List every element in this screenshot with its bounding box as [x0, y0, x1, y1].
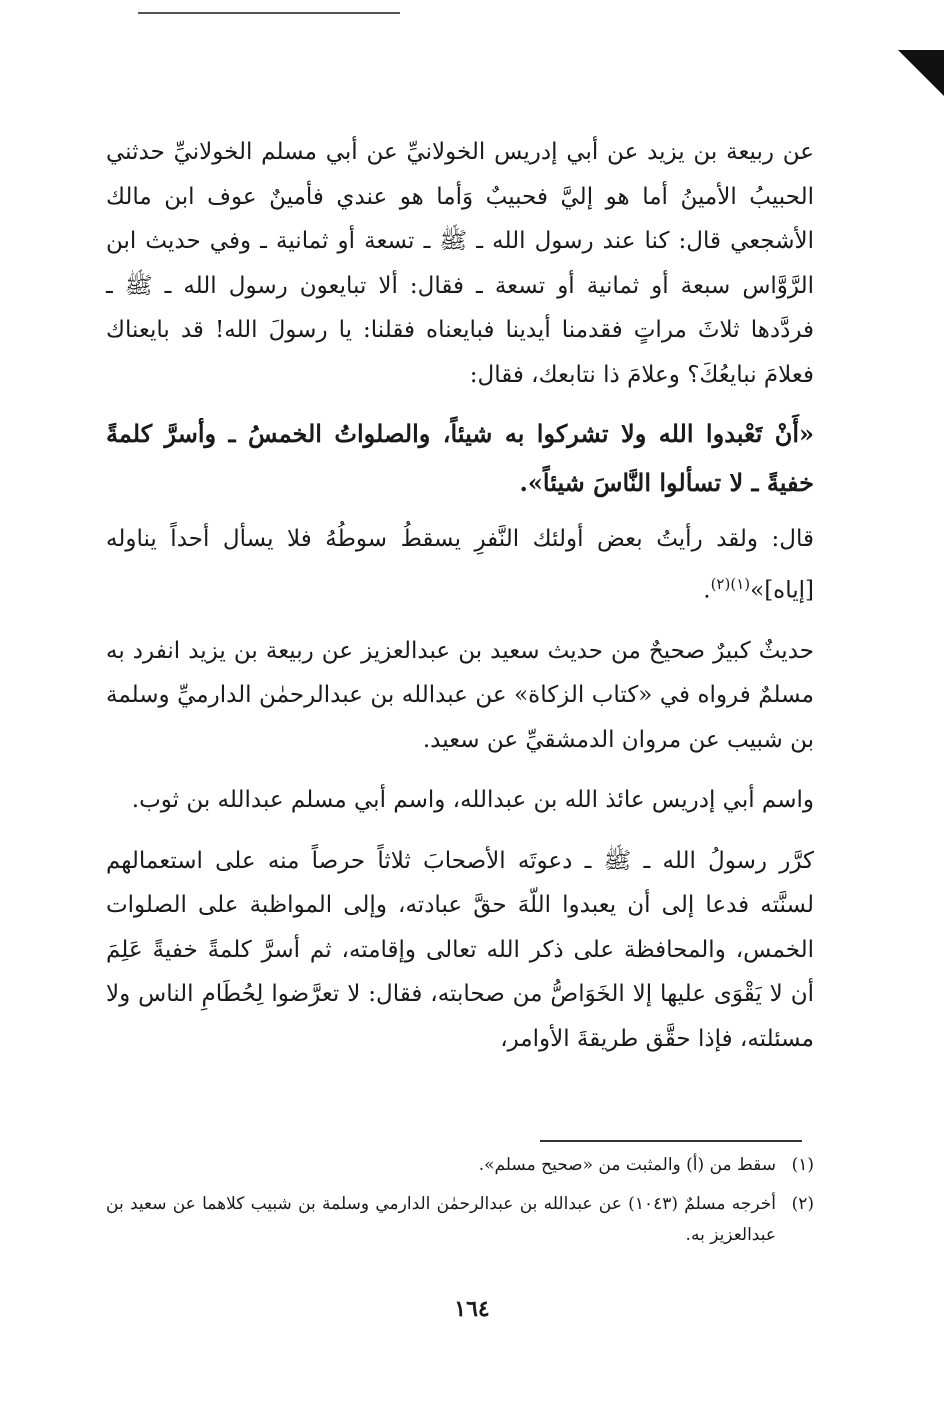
paragraph-1: عن ربيعة بن يزيد عن أبي إدريس الخولانيِّ عن أبي مسلم الخولانيِّ حدثني الحبيبُ الأمينُ أما هو إليَّ فحبيبٌ وَأما هو عندي فأمينٌ عوف ابن مالك الأشجعي قال: كنا عند رسول الله ـ ﷺ ـ تسعة أو ثمانية ـ وفي حديث ابن الرَّوَّاس سبعة أو ثمانية أو تسعة ـ فقال: ألا تبايعون رسول الله ـ ﷺ ـ فردَّدها ثلاثَ مراتٍ فقدمنا أيدينا فبايعناه فقلنا: يا رسولَ الله! قد بايعناك فعلامَ نبايعُكَ؟ وعلامَ ذا نتابعك، فقال:: [106, 139, 814, 388]
footnote-number: (٢): [791, 1194, 814, 1214]
paragraph-2: [106, 517, 814, 613]
footnote-rule: [540, 1140, 802, 1142]
corner-triangle-mark: [848, 50, 944, 96]
hadith-text: «أَنْ تَعْبدوا الله ولا تشركوا به شيئاً، والصلواتُ الخمسُ ـ وأسرَّ كلمةً خفيةً ـ لا تسألوا النَّاسَ شيئاً».: [106, 419, 814, 497]
footnote-1: [106, 1150, 814, 1181]
footnote-refs: (١)(٢): [710, 574, 751, 593]
paragraph-4: واسم أبي إدريس عائذ الله بن عبدالله، واسم أبي مسلم عبدالله بن ثوب.: [131, 787, 814, 814]
footnote-text: سقط من (أ) والمثبت من «صحيح مسلم».: [478, 1155, 776, 1175]
page-number: ١٦٤: [454, 1296, 490, 1322]
footnote-2: [106, 1189, 814, 1251]
paragraph-3: حديثٌ كبيرٌ صحيحٌ من حديث سعيد بن عبدالعزيز عن ربيعة بن يزيد انفرد به مسلمٌ فرواه في «كتاب الزكاة» عن عبدالله بن عبدالرحمٰن الدارميِّ وسلمة بن شبيب عن مروان الدمشقيِّ عن سعيد.: [106, 637, 814, 753]
paragraph-2-text: قال: ولقد رأيتُ بعض أولئك النَّفرِ يسقطُ سوطُهُ فلا يسأل أحداً يناوله [إياه]»: [106, 526, 814, 604]
footnote-text: أخرجه مسلمٌ (١٠٤٣) عن عبدالله بن عبدالرحمٰن الدارمي وسلمة بن شبيب كلاهما عن سعيد بن عبدالعزيز به.: [106, 1194, 776, 1245]
paragraph-2-end: .: [703, 577, 711, 604]
paragraph-5: كرَّر رسولُ الله ـ ﷺ ـ دعوتَه الأصحابَ ثلاثاً حرصاً منه على استعمالهم لسنَّته فدعا إلى أن يعبدوا اللّهَ حقَّ عبادته، وإلى المواظبة على الصلوات الخمس، والمحافظة على ذكر الله تعالى وإقامته، ثم أسرَّ كلمةً خفيةً عَلِمَ أن لا يَقْوَى عليها إلا الخَوَاصُّ من صحابته، فقال: لا تعرَّضوا لِحُطَامِ الناس ولا مسئلته، فإذا حقَّق طريقةَ الأوامر،: [106, 847, 814, 1052]
top-rule: [138, 12, 400, 14]
footnote-number: (١): [791, 1155, 814, 1175]
footnotes: [106, 1150, 814, 1259]
page-body: [106, 130, 814, 1061]
